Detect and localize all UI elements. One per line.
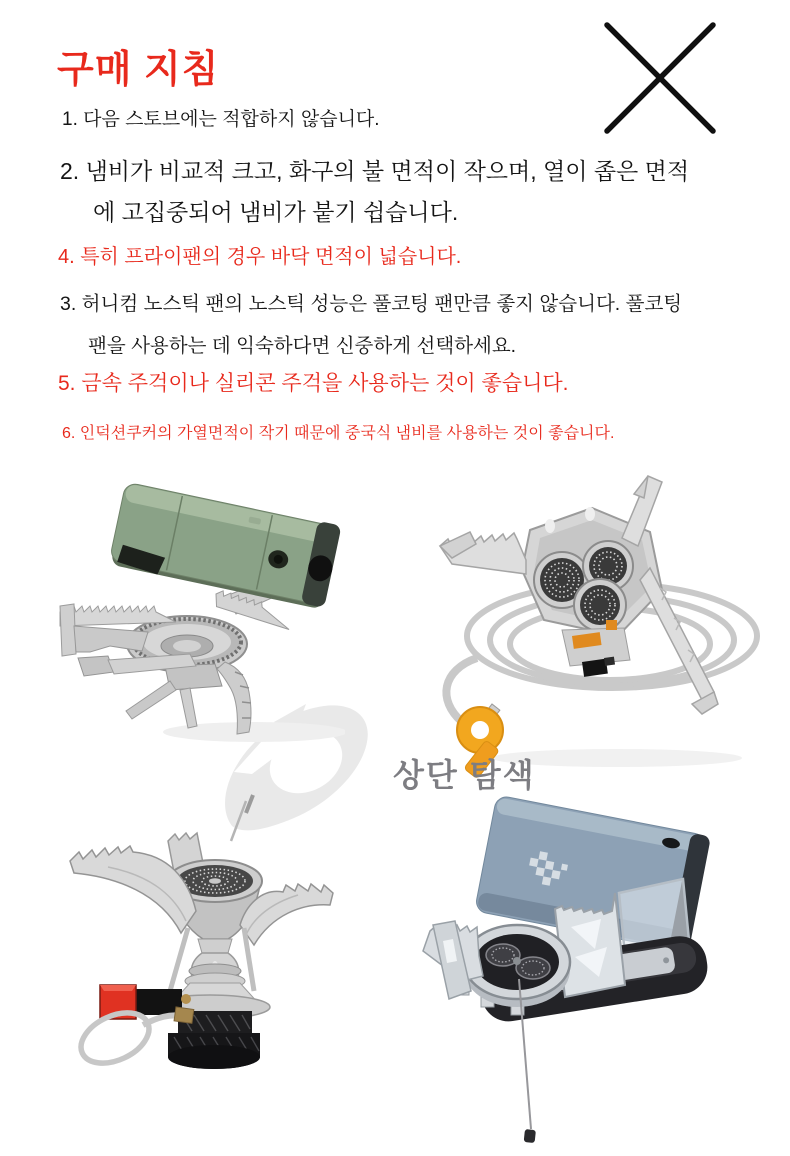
guideline-text: 3. 허니컴 노스틱 팬의 노스틱 성능은 풀코팅 팬만큼 좋지 않습니다. 풀코팅 xyxy=(60,293,683,315)
guideline-text: 2. 냄비가 비교적 크고, 화구의 불 면적이 작으며, 열이 좁은 면적 xyxy=(60,158,690,184)
igniter-needle xyxy=(231,801,246,841)
guideline-item-5 xyxy=(58,367,568,397)
product-photo-single-burner-stove xyxy=(48,793,383,1156)
guideline-text: 팬을 사용하는 데 익숙하다면 신중하게 선택하세요. xyxy=(88,335,517,357)
page-title: 구매 지침 xyxy=(57,49,220,91)
guideline-text: 1. 다음 스토브에는 적합하지 않습니다. xyxy=(62,109,380,130)
guideline-item-3 xyxy=(60,283,682,367)
guideline-item-4 xyxy=(58,240,461,269)
guideline-text: 에 고집중되어 냄비가 붙기 쉽습니다. xyxy=(93,199,459,225)
guideline-text: 6. 인덕션쿠커의 가열면적이 작기 때문에 중국식 냄비를 사용하는 것이 좋습니다. xyxy=(62,425,615,442)
x-mark-icon xyxy=(602,20,718,136)
guideline-item-6 xyxy=(62,420,614,443)
product-photo-triple-burner-stove xyxy=(422,468,790,780)
product-photo-green-canister-stove xyxy=(30,476,345,748)
guideline-text: 5. 금속 주걱이나 실리콘 주걱을 사용하는 것이 좋습니다. xyxy=(58,372,569,395)
product-photo-cassette-box-stove xyxy=(403,781,790,1156)
valve-body xyxy=(562,620,630,677)
guideline-item-2 xyxy=(60,151,689,233)
guideline-item-1 xyxy=(62,104,380,131)
green-stove-body xyxy=(109,480,342,610)
watermark-text: 상단 탐색 xyxy=(393,757,536,793)
guideline-text: 4. 특히 프라이팬의 경우 바닥 면적이 넓습니다. xyxy=(58,246,462,268)
